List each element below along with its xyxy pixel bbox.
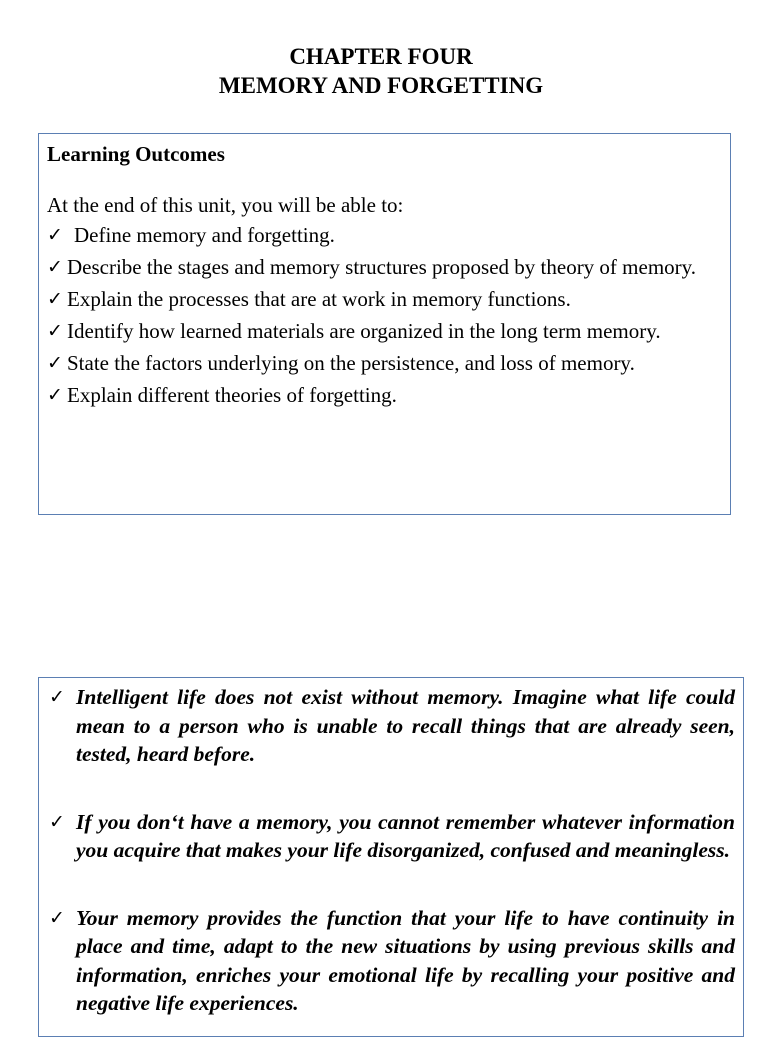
outcome-text: Describe the stages and memory structures proposed by theory of memory. xyxy=(67,255,697,279)
quote-text: If you don‘t have a memory, you cannot remember whatever information you acquire that makes your life disorganized, confused and meaningless. xyxy=(76,809,735,862)
outcome-text: Define memory and forgetting. xyxy=(74,223,335,247)
list-item xyxy=(49,904,735,1018)
list-item xyxy=(47,317,720,345)
outcome-text: Identify how learned materials are organized in the long term memory. xyxy=(67,319,661,343)
check-mark-icon: ✓ xyxy=(49,810,65,833)
list-item xyxy=(47,349,720,377)
memory-importance-box xyxy=(38,677,744,1037)
check-mark-icon: ✓ xyxy=(47,224,63,246)
list-item xyxy=(49,808,735,865)
check-mark-icon: ✓ xyxy=(47,384,63,406)
check-mark-icon: ✓ xyxy=(47,352,63,374)
learning-outcomes-heading: Learning Outcomes xyxy=(47,142,225,166)
quote-text: Intelligent life does not exist without memory. Imagine what life could mean to a person who is unable to recall things that are already seen, tested, heard before. xyxy=(76,685,735,766)
list-item xyxy=(49,683,735,769)
learning-outcomes-box xyxy=(38,133,731,515)
memory-importance-list xyxy=(49,683,735,1018)
quote-text: Your memory provides the function that your life to have continuity in place and time, adapt to the new situations by using previous skills and information, enriches your emotional life by recalling your positive and negative life experiences. xyxy=(76,905,735,1015)
check-mark-icon: ✓ xyxy=(49,686,65,708)
learning-outcomes-intro: At the end of this unit, you will be able to: xyxy=(47,193,404,217)
chapter-title: MEMORY AND FORGETTING xyxy=(218,73,544,98)
check-mark-icon: ✓ xyxy=(47,256,63,278)
check-mark-icon: ✓ xyxy=(47,320,63,342)
outcome-text: Explain different theories of forgetting. xyxy=(67,383,397,407)
outcome-text: Explain the processes that are at work in memory functions. xyxy=(67,287,571,311)
list-item xyxy=(47,381,720,409)
check-mark-icon: ✓ xyxy=(47,288,63,310)
chapter-number: CHAPTER FOUR xyxy=(289,44,473,69)
list-item xyxy=(47,253,720,281)
outcome-text: State the factors underlying on the persistence, and loss of memory. xyxy=(67,351,635,375)
list-item xyxy=(47,285,720,313)
check-mark-icon: ✓ xyxy=(49,906,65,929)
chapter-header xyxy=(0,42,762,100)
list-item xyxy=(47,221,720,249)
learning-outcomes-list xyxy=(47,221,720,409)
